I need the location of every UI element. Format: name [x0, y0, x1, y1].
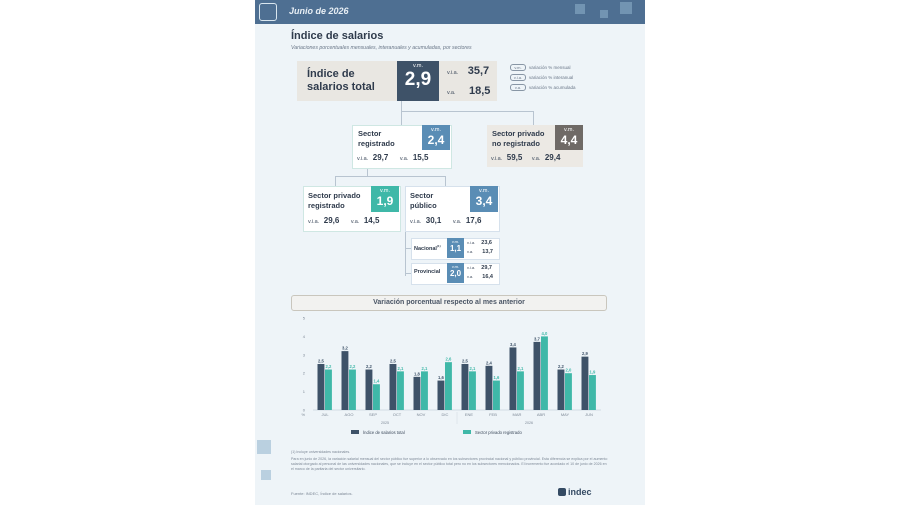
bar-total [486, 366, 493, 410]
registrado-label-1: Sector [358, 129, 382, 138]
provincial-label: Provincial [414, 269, 441, 275]
bar-total [318, 364, 325, 410]
legend-item [510, 64, 576, 71]
page-subtitle: Variaciones porcentuales mensuales, interanuales y acumuladas, por sectores [291, 45, 472, 51]
nacional-vm-label: v.m. [451, 239, 460, 244]
legend-code: v.a. [510, 84, 526, 91]
nacional-va-label: v.a. [467, 249, 474, 254]
provincial-vm-value: 2,0 [449, 269, 462, 278]
decor-pixels [620, 2, 632, 14]
legend-swatch-total [351, 430, 359, 434]
data-label: 2,5 [318, 358, 324, 364]
decor-pixels [600, 10, 608, 18]
publico-via-value: 30,1 [425, 216, 442, 225]
total-va [447, 85, 490, 97]
provincial-va-label: v.a. [467, 274, 474, 279]
privado-registrado-vm-label: v.m. [380, 188, 390, 194]
data-label: 2,5 [390, 358, 396, 364]
bar-privado-registrado [373, 384, 380, 410]
legend-label: Sector privado registrado [475, 430, 522, 435]
connector [533, 111, 534, 125]
registrado-vm-label: v.m. [431, 127, 441, 133]
data-label: 2,2 [349, 364, 356, 370]
data-label: 2,6 [445, 356, 452, 362]
data-label: 1,8 [414, 371, 420, 377]
data-label: 2,1 [469, 365, 476, 371]
header-bar [255, 0, 645, 24]
provincial-vm-box [447, 263, 464, 283]
bar-total [414, 377, 421, 410]
registrado-via-label: v.i.a. [357, 156, 369, 162]
privado-registrado-via-label: v.i.a. [308, 219, 320, 225]
nacional-label [414, 244, 441, 252]
no-registrado-vm-value: 4,4 [560, 133, 578, 147]
monthly-variation-chart [291, 312, 611, 440]
connector [401, 101, 402, 111]
no-registrado-vm-box [555, 125, 583, 150]
registrado-vm-box [422, 125, 450, 150]
nacional-vm-value: 1,1 [449, 244, 462, 253]
bar-total [366, 370, 373, 410]
publico-via-label: v.i.a. [410, 219, 422, 225]
data-label: 3,4 [510, 341, 516, 347]
x-tick-label: ABR [536, 412, 546, 417]
bar-privado-registrado [469, 371, 476, 410]
registrado-via-value: 29,7 [372, 153, 389, 162]
provincial-va-value: 16,4 [482, 274, 493, 280]
data-label: 2,2 [325, 364, 332, 370]
privado-registrado-via-value: 29,6 [323, 216, 340, 225]
bar-total [342, 351, 349, 410]
total-va-value: 18,5 [469, 85, 491, 97]
x-tick-label: OCT [392, 412, 402, 417]
data-label: 2,9 [582, 351, 588, 357]
y-tick-label: 2 [302, 370, 305, 376]
provincial-va [467, 274, 493, 280]
legend-text: variación % acumulada [529, 85, 576, 90]
indec-logo-icon [558, 488, 566, 496]
legend-item [510, 74, 576, 81]
data-label: 2,1 [397, 365, 404, 371]
data-label: 2,2 [558, 364, 564, 370]
privado-registrado-values [308, 216, 379, 225]
data-label: 3,7 [534, 336, 540, 342]
y-tick-label: 4 [302, 333, 305, 339]
no-registrado-vm-label: v.m. [564, 127, 574, 133]
bar-total [558, 370, 565, 410]
publico-va-value: 17,6 [465, 216, 482, 225]
connector [405, 232, 406, 276]
legend-label: Índice de salarios total [363, 430, 405, 435]
page-title: Índice de salarios [291, 30, 384, 42]
publico-va-label: v.a. [452, 219, 462, 225]
bar-privado-registrado [397, 371, 404, 410]
y-tick-label: 1 [302, 389, 305, 395]
data-label: 1,9 [589, 369, 596, 375]
nacional-va [467, 249, 493, 255]
registrado-va-label: v.a. [399, 156, 409, 162]
data-label: 1,4 [373, 378, 380, 384]
publico-vm-label: v.m. [479, 188, 489, 194]
publico-vm-box [470, 186, 498, 212]
connector [401, 111, 533, 112]
y-tick-label: 5 [302, 315, 305, 321]
provincial-via-label: v.i.a. [467, 265, 476, 270]
x-tick-label: FEB [489, 412, 497, 417]
data-label: 4,0 [541, 330, 548, 336]
connector [335, 176, 445, 177]
total-vm-label: v.m. [413, 63, 423, 69]
no-registrado-va-value: 29,4 [544, 153, 561, 162]
data-label: 2,2 [366, 364, 372, 370]
legend-swatch-privado-registrado [463, 430, 471, 434]
legend-item [510, 84, 576, 91]
total-label-2: salarios total [307, 81, 375, 93]
y-tick-label: 0 [302, 407, 305, 413]
total-via [447, 65, 489, 77]
nacional-via [467, 240, 492, 246]
connector [335, 176, 336, 186]
data-label: 2,1 [517, 365, 524, 371]
abbrev-legend [510, 64, 576, 94]
x-tick-label: JUL [321, 412, 329, 417]
total-vm-value: 2,9 [404, 69, 432, 90]
data-label: 1,6 [438, 375, 444, 381]
total-vm-box [397, 61, 439, 101]
header-date: Junio de 2026 [289, 6, 349, 16]
no-registrado-values [491, 153, 560, 162]
connector [401, 111, 402, 125]
legend-code: v.m. [510, 64, 526, 71]
provincial-via-value: 29,7 [481, 265, 492, 271]
nacional-vm-box [447, 238, 464, 258]
bar-total [510, 347, 517, 410]
privado-registrado-label-1: Sector privado [308, 191, 361, 200]
privado-registrado-vm-value: 1,9 [376, 194, 394, 208]
nacional-label-text: Nacional [414, 245, 437, 252]
no-registrado-via-value: 59,5 [506, 153, 523, 162]
bar-total [438, 381, 445, 410]
nacional-via-label: v.i.a. [467, 240, 476, 245]
x-tick-label: MAR [512, 412, 522, 417]
privado-registrado-label-2: registrado [308, 201, 345, 210]
provincial-via [467, 265, 492, 271]
total-label-1: Índice de [307, 68, 355, 80]
registrado-label-2: registrado [358, 139, 395, 148]
infographic-sheet [255, 0, 645, 505]
decor-pixels [575, 4, 585, 14]
no-registrado-label-2: no registrado [492, 139, 540, 148]
bar-privado-registrado [421, 371, 428, 410]
legend-text: variación % interanual [529, 75, 574, 80]
connector [445, 176, 446, 186]
x-tick-label: JUN [585, 412, 593, 417]
bar-total [390, 364, 397, 410]
no-registrado-via-label: v.i.a. [491, 156, 503, 162]
publico-vm-value: 3,4 [475, 194, 493, 208]
chart-title: Variación porcentual respecto al mes anterior [291, 295, 607, 311]
data-label: 3,2 [342, 345, 348, 351]
bar-privado-registrado [589, 375, 596, 410]
footnote-1: (1) Incluye universidades nacionales. [291, 450, 351, 454]
nacional-va-value: 13,7 [482, 249, 493, 255]
year-label: 2026 [525, 421, 533, 425]
y-tick-label: 3 [302, 352, 305, 358]
total-va-label: v.a. [447, 90, 456, 96]
decor-pixels [261, 470, 271, 480]
bar-privado-registrado [445, 362, 452, 410]
bar-total [534, 342, 541, 410]
y-axis-unit: % [301, 412, 305, 417]
bar-privado-registrado [325, 370, 332, 410]
footnote-2: Para en junio de 2026, la variación salarial mensual del sector público fue superior a lo observado en los subsectores provincial nacional y público provincial. Esta diferencia se explica por el aumento salarial otorgado al personal de las universidades nacionales, que se incluye en el sector público total pero no en los subsectores mencionados. El incremento fue acordado el 10 de junio de 2026 en el marco de la paritaria del sector universitario. [291, 457, 608, 471]
no-registrado-label-1: Sector privado [492, 129, 545, 138]
publico-label-1: Sector [410, 191, 434, 200]
x-tick-label: SEP [368, 412, 378, 417]
registrado-va-value: 15,5 [412, 153, 429, 162]
data-label: 2,5 [462, 358, 468, 364]
bar-privado-registrado [349, 370, 356, 410]
nacional-via-value: 23,6 [481, 240, 492, 246]
privado-registrado-vm-box [371, 186, 399, 212]
bar-total [582, 357, 589, 410]
data-label: 2,0 [565, 367, 572, 373]
source-note: Fuente: INDEC, Índice de salarios. [291, 491, 353, 496]
provincial-vm-label: v.m. [451, 264, 460, 269]
decor-pixels [257, 440, 271, 454]
nacional-footnote-mark: (1) [436, 244, 441, 248]
bar-privado-registrado [541, 336, 548, 410]
privado-registrado-va-value: 14,5 [363, 216, 380, 225]
privado-registrado-va-label: v.a. [350, 219, 360, 225]
x-tick-label: ENE [464, 412, 474, 417]
salary-icon [259, 3, 277, 21]
data-label: 2,1 [421, 365, 428, 371]
data-label: 2,4 [486, 360, 492, 366]
legend-text: variación % mensual [529, 65, 571, 70]
registrado-vm-value: 2,4 [427, 133, 445, 147]
x-tick-label: MAY [560, 412, 570, 417]
registrado-values [357, 153, 428, 162]
bar-privado-registrado [493, 381, 500, 410]
x-tick-label: NOV [416, 412, 426, 417]
total-via-value: 35,7 [467, 65, 490, 77]
x-tick-label: DIC [441, 412, 449, 417]
bar-privado-registrado [565, 373, 572, 410]
bar-privado-registrado [517, 371, 524, 410]
year-label: 2025 [381, 421, 389, 425]
total-via-label: v.i.a. [447, 70, 459, 76]
x-tick-label: AGO [344, 412, 354, 417]
legend-code: v.i.a. [510, 74, 526, 81]
brand-name: indec [568, 487, 592, 497]
data-label: 1,6 [493, 375, 500, 381]
publico-values [410, 216, 481, 225]
publico-label-2: público [410, 201, 437, 210]
no-registrado-va-label: v.a. [531, 156, 541, 162]
bar-total [462, 364, 469, 410]
